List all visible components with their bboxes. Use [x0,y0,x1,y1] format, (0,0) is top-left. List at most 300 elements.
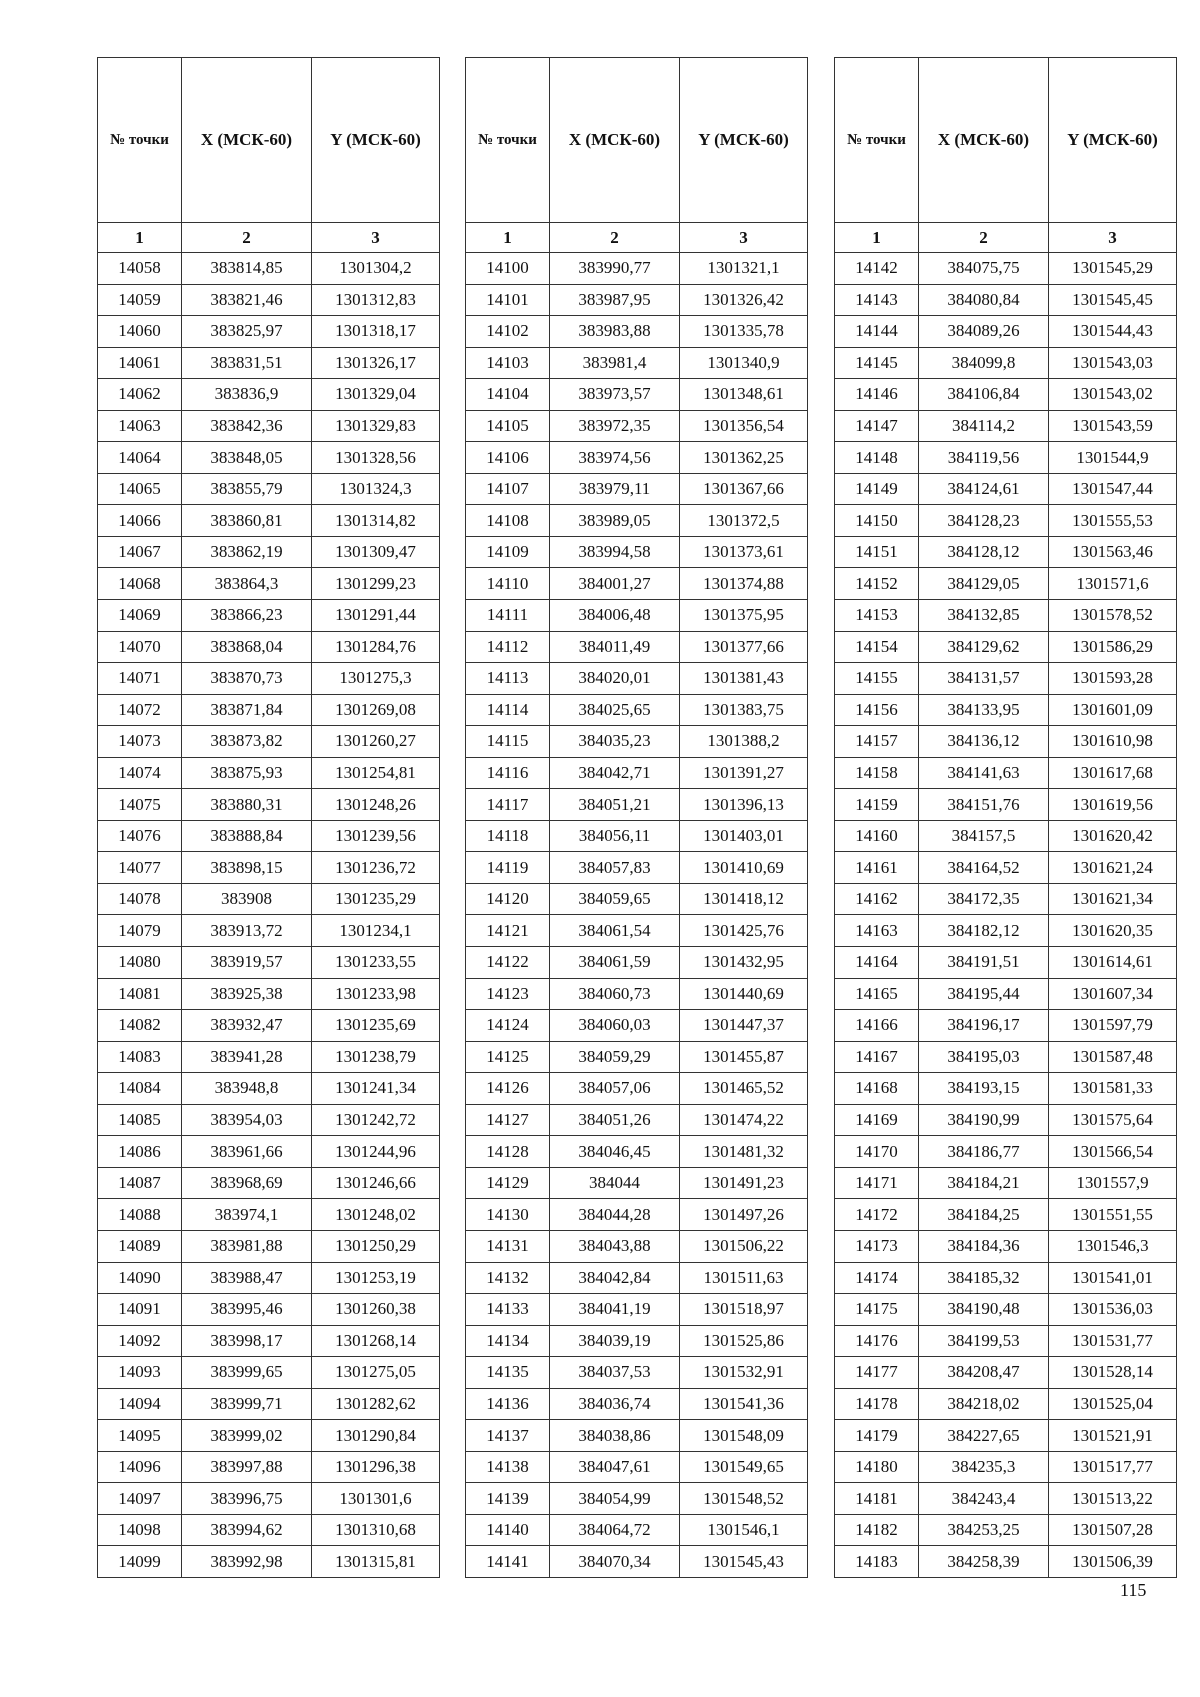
x-coordinate-cell: 384039,19 [550,1325,680,1357]
table-row [466,253,808,285]
y-coordinate-cell: 1301315,81 [312,1546,440,1578]
point-number-cell: 14168 [835,1073,919,1105]
y-coordinate-cell: 1301235,69 [312,1010,440,1042]
x-coordinate-cell: 384186,77 [919,1136,1049,1168]
column-index: 3 [680,223,808,253]
point-number-cell: 14076 [98,820,182,852]
y-coordinate-cell: 1301607,34 [1049,978,1177,1010]
x-coordinate-cell: 383974,1 [182,1199,312,1231]
y-coordinate-cell: 1301284,76 [312,631,440,663]
table-row [466,347,808,379]
point-number-cell: 14140 [466,1514,550,1546]
point-number-cell: 14124 [466,1010,550,1042]
x-coordinate-cell: 384044,28 [550,1199,680,1231]
x-coordinate-cell: 383919,57 [182,947,312,979]
y-coordinate-cell: 1301246,66 [312,1167,440,1199]
point-number-cell: 14138 [466,1451,550,1483]
point-number-cell: 14150 [835,505,919,537]
point-number-cell: 14171 [835,1167,919,1199]
x-coordinate-cell: 383994,58 [550,536,680,568]
point-number-cell: 14066 [98,505,182,537]
table-row [466,600,808,632]
page-number: 115 [1120,1580,1147,1600]
point-number-cell: 14109 [466,536,550,568]
y-coordinate-cell: 1301396,13 [680,789,808,821]
point-number-cell: 14093 [98,1357,182,1389]
x-coordinate-cell: 384184,25 [919,1199,1049,1231]
y-coordinate-cell: 1301541,01 [1049,1262,1177,1294]
point-number-cell: 14136 [466,1388,550,1420]
x-coordinate-cell: 383848,05 [182,442,312,474]
x-coordinate-cell: 383988,47 [182,1262,312,1294]
table-row [835,1010,1177,1042]
point-number-cell: 14175 [835,1294,919,1326]
x-coordinate-cell: 384006,48 [550,600,680,632]
table-row [835,1451,1177,1483]
y-coordinate-cell: 1301383,75 [680,694,808,726]
table-row [835,379,1177,411]
table-row [835,663,1177,695]
point-number-cell: 14059 [98,284,182,316]
point-number-cell: 14103 [466,347,550,379]
x-coordinate-cell: 383864,3 [182,568,312,600]
table-row [835,473,1177,505]
table-row [835,1325,1177,1357]
y-coordinate-cell: 1301275,3 [312,663,440,695]
table-row [466,757,808,789]
y-coordinate-cell: 1301593,28 [1049,663,1177,695]
y-coordinate-cell: 1301610,98 [1049,726,1177,758]
y-coordinate-cell: 1301621,24 [1049,852,1177,884]
y-coordinate-cell: 1301543,02 [1049,379,1177,411]
x-coordinate-cell: 383954,03 [182,1104,312,1136]
point-number-cell: 14158 [835,757,919,789]
table-row [466,410,808,442]
y-coordinate-cell: 1301541,36 [680,1388,808,1420]
table-body [98,253,440,1578]
point-number-cell: 14181 [835,1483,919,1515]
x-coordinate-cell: 383999,02 [182,1420,312,1452]
table-row [835,947,1177,979]
table-row [98,757,440,789]
point-number-cell: 14079 [98,915,182,947]
table-row [466,1420,808,1452]
y-coordinate-cell: 1301545,29 [1049,253,1177,285]
y-coordinate-cell: 1301310,68 [312,1514,440,1546]
y-coordinate-cell: 1301335,78 [680,316,808,348]
y-coordinate-cell: 1301318,17 [312,316,440,348]
point-number-cell: 14151 [835,536,919,568]
point-number-cell: 14183 [835,1546,919,1578]
table-row [98,410,440,442]
y-coordinate-cell: 1301521,91 [1049,1420,1177,1452]
y-coordinate-cell: 1301551,55 [1049,1199,1177,1231]
x-coordinate-cell: 383871,84 [182,694,312,726]
x-coordinate-cell: 384191,51 [919,947,1049,979]
point-number-cell: 14144 [835,316,919,348]
x-coordinate-cell: 384131,57 [919,663,1049,695]
table-row [835,820,1177,852]
x-coordinate-cell: 383979,11 [550,473,680,505]
table-row [98,1325,440,1357]
x-coordinate-cell: 384208,47 [919,1357,1049,1389]
point-number-cell: 14112 [466,631,550,663]
y-coordinate-cell: 1301381,43 [680,663,808,695]
point-number-cell: 14131 [466,1230,550,1262]
y-coordinate-cell: 1301601,09 [1049,694,1177,726]
point-number-cell: 14170 [835,1136,919,1168]
point-number-cell: 14086 [98,1136,182,1168]
table-row [98,284,440,316]
point-number-cell: 14164 [835,947,919,979]
y-coordinate-cell: 1301324,3 [312,473,440,505]
point-number-cell: 14095 [98,1420,182,1452]
y-coordinate-cell: 1301549,65 [680,1451,808,1483]
point-number-cell: 14058 [98,253,182,285]
x-coordinate-cell: 384106,84 [919,379,1049,411]
x-coordinate-cell: 383974,56 [550,442,680,474]
table-row [835,316,1177,348]
x-coordinate-cell: 383996,75 [182,1483,312,1515]
x-coordinate-cell: 384035,23 [550,726,680,758]
x-coordinate-cell: 384036,74 [550,1388,680,1420]
x-coordinate-cell: 383981,4 [550,347,680,379]
point-number-cell: 14167 [835,1041,919,1073]
x-coordinate-cell: 384057,06 [550,1073,680,1105]
point-number-cell: 14097 [98,1483,182,1515]
y-coordinate-cell: 1301290,84 [312,1420,440,1452]
point-number-cell: 14096 [98,1451,182,1483]
y-coordinate-cell: 1301291,44 [312,600,440,632]
y-coordinate-cell: 1301301,6 [312,1483,440,1515]
point-number-cell: 14098 [98,1514,182,1546]
x-coordinate-cell: 383948,8 [182,1073,312,1105]
y-coordinate-cell: 1301326,42 [680,284,808,316]
header-point-number: № точки [98,58,182,223]
point-number-cell: 14094 [98,1388,182,1420]
y-coordinate-cell: 1301440,69 [680,978,808,1010]
point-number-cell: 14173 [835,1230,919,1262]
x-coordinate-cell: 384184,36 [919,1230,1049,1262]
y-coordinate-cell: 1301328,56 [312,442,440,474]
table-row [466,1546,808,1578]
table-row [835,1073,1177,1105]
y-coordinate-cell: 1301314,82 [312,505,440,537]
y-coordinate-cell: 1301329,04 [312,379,440,411]
x-coordinate-cell: 384218,02 [919,1388,1049,1420]
x-coordinate-cell: 383925,38 [182,978,312,1010]
y-coordinate-cell: 1301447,37 [680,1010,808,1042]
table-row [98,1073,440,1105]
x-coordinate-cell: 384190,99 [919,1104,1049,1136]
y-coordinate-cell: 1301481,32 [680,1136,808,1168]
table-row [835,410,1177,442]
point-number-cell: 14174 [835,1262,919,1294]
x-coordinate-cell: 383860,81 [182,505,312,537]
x-coordinate-cell: 384059,65 [550,883,680,915]
x-coordinate-cell: 383998,17 [182,1325,312,1357]
x-coordinate-cell: 383995,46 [182,1294,312,1326]
point-number-cell: 14090 [98,1262,182,1294]
point-number-cell: 14163 [835,915,919,947]
point-number-cell: 14148 [835,442,919,474]
x-coordinate-cell: 384056,11 [550,820,680,852]
y-coordinate-cell: 1301356,54 [680,410,808,442]
y-coordinate-cell: 1301326,17 [312,347,440,379]
x-coordinate-cell: 383961,66 [182,1136,312,1168]
x-coordinate-cell: 383987,95 [550,284,680,316]
x-coordinate-cell: 384227,65 [919,1420,1049,1452]
table-row [466,978,808,1010]
point-number-cell: 14123 [466,978,550,1010]
table-row [835,789,1177,821]
x-coordinate-cell: 383836,9 [182,379,312,411]
x-coordinate-cell: 384070,34 [550,1546,680,1578]
x-coordinate-cell: 384133,95 [919,694,1049,726]
point-number-cell: 14071 [98,663,182,695]
point-number-cell: 14160 [835,820,919,852]
y-coordinate-cell: 1301455,87 [680,1041,808,1073]
y-coordinate-cell: 1301309,47 [312,536,440,568]
x-coordinate-cell: 384129,62 [919,631,1049,663]
point-number-cell: 14159 [835,789,919,821]
point-number-cell: 14082 [98,1010,182,1042]
x-coordinate-cell: 383870,73 [182,663,312,695]
table-row [98,347,440,379]
point-number-cell: 14137 [466,1420,550,1452]
y-coordinate-cell: 1301563,46 [1049,536,1177,568]
y-coordinate-cell: 1301544,9 [1049,442,1177,474]
table-row [98,568,440,600]
y-coordinate-cell: 1301233,55 [312,947,440,979]
y-coordinate-cell: 1301260,27 [312,726,440,758]
x-coordinate-cell: 383873,82 [182,726,312,758]
x-coordinate-cell: 384157,5 [919,820,1049,852]
y-coordinate-cell: 1301566,54 [1049,1136,1177,1168]
point-number-cell: 14064 [98,442,182,474]
point-number-cell: 14118 [466,820,550,852]
x-coordinate-cell: 383992,98 [182,1546,312,1578]
point-number-cell: 14169 [835,1104,919,1136]
x-coordinate-cell: 384199,53 [919,1325,1049,1357]
table-row [466,1325,808,1357]
x-coordinate-cell: 384195,03 [919,1041,1049,1073]
x-coordinate-cell: 384043,88 [550,1230,680,1262]
y-coordinate-cell: 1301543,03 [1049,347,1177,379]
point-number-cell: 14108 [466,505,550,537]
y-coordinate-cell: 1301248,26 [312,789,440,821]
x-coordinate-cell: 384114,2 [919,410,1049,442]
point-number-cell: 14069 [98,600,182,632]
table-row [466,1514,808,1546]
table-row [466,915,808,947]
y-coordinate-cell: 1301348,61 [680,379,808,411]
header-point-number: № точки [466,58,550,223]
table-row [98,1167,440,1199]
table-row [835,1514,1177,1546]
x-coordinate-cell: 384060,03 [550,1010,680,1042]
x-coordinate-cell: 383868,04 [182,631,312,663]
table-row [98,379,440,411]
point-number-cell: 14115 [466,726,550,758]
table-row [466,1136,808,1168]
point-number-cell: 14089 [98,1230,182,1262]
x-coordinate-cell: 384119,56 [919,442,1049,474]
point-number-cell: 14119 [466,852,550,884]
x-coordinate-cell: 384042,84 [550,1262,680,1294]
point-number-cell: 14132 [466,1262,550,1294]
y-coordinate-cell: 1301296,38 [312,1451,440,1483]
y-coordinate-cell: 1301578,52 [1049,600,1177,632]
x-coordinate-cell: 384172,35 [919,883,1049,915]
y-coordinate-cell: 1301546,3 [1049,1230,1177,1262]
y-coordinate-cell: 1301391,27 [680,757,808,789]
y-coordinate-cell: 1301586,29 [1049,631,1177,663]
table-row [466,1010,808,1042]
table-row [466,694,808,726]
table-row [98,442,440,474]
table-row [98,1136,440,1168]
y-coordinate-cell: 1301374,88 [680,568,808,600]
x-coordinate-cell: 383825,97 [182,316,312,348]
point-number-cell: 14083 [98,1041,182,1073]
point-number-cell: 14130 [466,1199,550,1231]
point-number-cell: 14152 [835,568,919,600]
point-number-cell: 14178 [835,1388,919,1420]
point-number-cell: 14142 [835,253,919,285]
table-row [835,1167,1177,1199]
point-number-cell: 14134 [466,1325,550,1357]
y-coordinate-cell: 1301236,72 [312,852,440,884]
y-coordinate-cell: 1301425,76 [680,915,808,947]
header-y: Y (МСК-60) [1049,58,1177,223]
point-number-cell: 14180 [835,1451,919,1483]
y-coordinate-cell: 1301304,2 [312,253,440,285]
y-coordinate-cell: 1301528,14 [1049,1357,1177,1389]
x-coordinate-cell: 384164,52 [919,852,1049,884]
y-coordinate-cell: 1301244,96 [312,1136,440,1168]
table-row [98,1420,440,1452]
table-row [98,820,440,852]
point-number-cell: 14072 [98,694,182,726]
x-coordinate-cell: 384038,86 [550,1420,680,1452]
y-coordinate-cell: 1301544,43 [1049,316,1177,348]
y-coordinate-cell: 1301547,44 [1049,473,1177,505]
table-row [98,536,440,568]
y-coordinate-cell: 1301241,34 [312,1073,440,1105]
table-row [835,347,1177,379]
table-row [466,1357,808,1389]
point-number-cell: 14111 [466,600,550,632]
x-coordinate-cell: 384051,21 [550,789,680,821]
x-coordinate-cell: 384235,3 [919,1451,1049,1483]
point-number-cell: 14092 [98,1325,182,1357]
point-number-cell: 14127 [466,1104,550,1136]
y-coordinate-cell: 1301506,22 [680,1230,808,1262]
table-row [835,1294,1177,1326]
coordinate-table-3 [834,57,1177,1578]
x-coordinate-cell: 384099,8 [919,347,1049,379]
y-coordinate-cell: 1301587,48 [1049,1041,1177,1073]
table-row [98,789,440,821]
y-coordinate-cell: 1301507,28 [1049,1514,1177,1546]
x-coordinate-cell: 384136,12 [919,726,1049,758]
table-row [835,1546,1177,1578]
point-number-cell: 14166 [835,1010,919,1042]
x-coordinate-cell: 384190,48 [919,1294,1049,1326]
table-row [835,757,1177,789]
x-coordinate-cell: 384061,59 [550,947,680,979]
table-row [835,726,1177,758]
x-coordinate-cell: 383855,79 [182,473,312,505]
y-coordinate-cell: 1301410,69 [680,852,808,884]
x-coordinate-cell: 384061,54 [550,915,680,947]
x-coordinate-cell: 383888,84 [182,820,312,852]
point-number-cell: 14061 [98,347,182,379]
x-coordinate-cell: 384059,29 [550,1041,680,1073]
point-number-cell: 14087 [98,1167,182,1199]
x-coordinate-cell: 384046,45 [550,1136,680,1168]
y-coordinate-cell: 1301617,68 [1049,757,1177,789]
y-coordinate-cell: 1301372,5 [680,505,808,537]
table-row [466,536,808,568]
point-number-cell: 14145 [835,347,919,379]
coordinate-table-2 [465,57,808,1578]
x-coordinate-cell: 384253,25 [919,1514,1049,1546]
table-row [835,883,1177,915]
point-number-cell: 14077 [98,852,182,884]
y-coordinate-cell: 1301373,61 [680,536,808,568]
x-coordinate-cell: 384044 [550,1167,680,1199]
y-coordinate-cell: 1301581,33 [1049,1073,1177,1105]
point-number-cell: 14122 [466,947,550,979]
y-coordinate-cell: 1301506,39 [1049,1546,1177,1578]
x-coordinate-cell: 384051,26 [550,1104,680,1136]
x-coordinate-cell: 383994,62 [182,1514,312,1546]
point-number-cell: 14085 [98,1104,182,1136]
point-number-cell: 14139 [466,1483,550,1515]
table-row [98,600,440,632]
table-row [835,568,1177,600]
table-row [466,1262,808,1294]
point-number-cell: 14143 [835,284,919,316]
y-coordinate-cell: 1301268,14 [312,1325,440,1357]
x-coordinate-cell: 383908 [182,883,312,915]
table-row [835,505,1177,537]
x-coordinate-cell: 384047,61 [550,1451,680,1483]
column-index: 1 [98,223,182,253]
x-coordinate-cell: 383862,19 [182,536,312,568]
y-coordinate-cell: 1301253,19 [312,1262,440,1294]
table-row [835,978,1177,1010]
table-row [98,852,440,884]
y-coordinate-cell: 1301329,83 [312,410,440,442]
x-coordinate-cell: 383814,85 [182,253,312,285]
x-coordinate-cell: 383821,46 [182,284,312,316]
table-row [466,820,808,852]
table-row [466,1388,808,1420]
table-row [466,1167,808,1199]
point-number-cell: 14153 [835,600,919,632]
point-number-cell: 14081 [98,978,182,1010]
table-row [98,505,440,537]
y-coordinate-cell: 1301260,38 [312,1294,440,1326]
y-coordinate-cell: 1301513,22 [1049,1483,1177,1515]
y-coordinate-cell: 1301238,79 [312,1041,440,1073]
coordinate-table-1 [97,57,440,1578]
x-coordinate-cell: 384064,72 [550,1514,680,1546]
x-coordinate-cell: 384151,76 [919,789,1049,821]
